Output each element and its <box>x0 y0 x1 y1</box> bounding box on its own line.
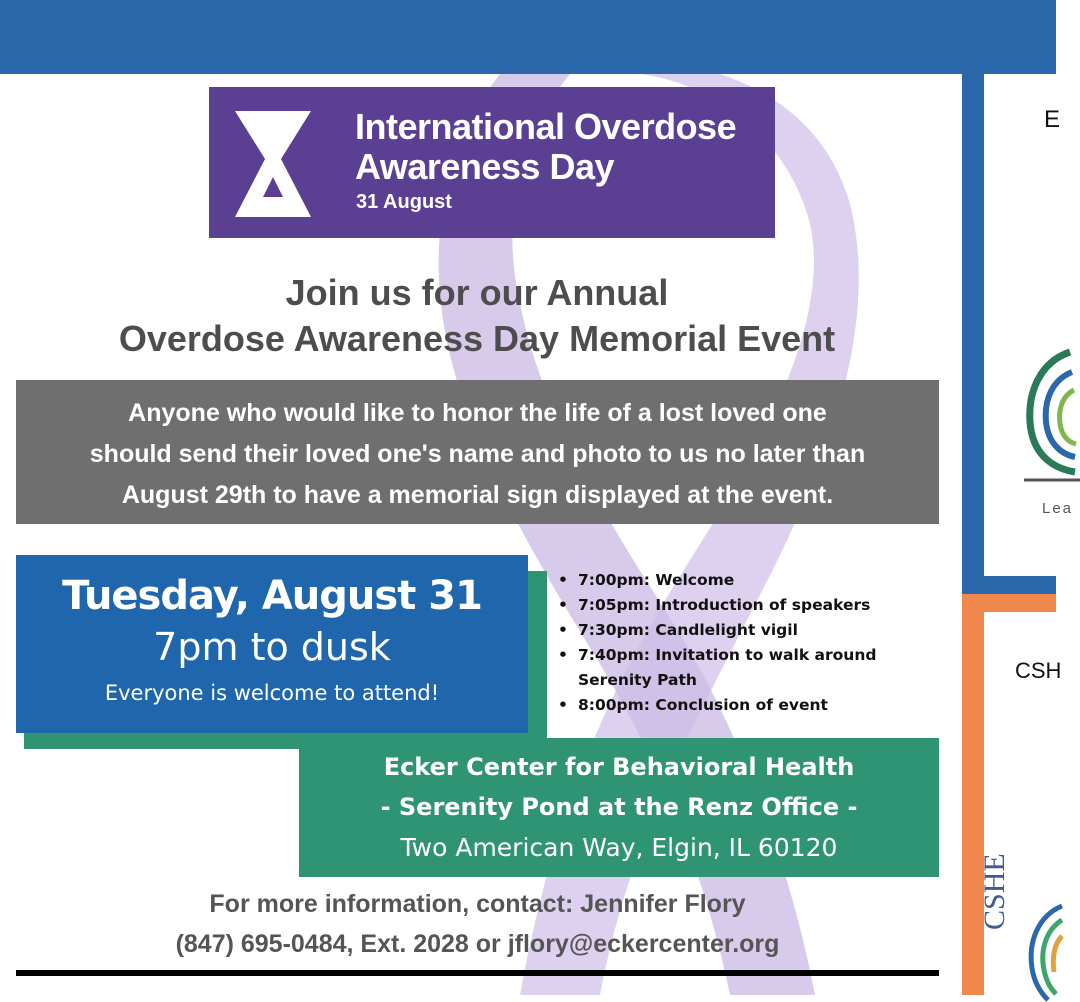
location-site: - Serenity Pond at the Renz Office - <box>380 793 858 821</box>
oiad-title-line1: International Overdose <box>355 106 737 147</box>
notice-line1: Anyone who would like to honor the life of a lost loved one <box>128 399 827 427</box>
schedule-item: • 7:40pm: Invitation to walk around Serenity Path <box>556 643 936 693</box>
side-card-top-content[interactable] <box>984 74 1074 576</box>
leadership-logo-icon <box>1020 342 1080 482</box>
side-card-bottom-heading: CSH <box>1015 658 1062 683</box>
side-card-top-heading: E <box>1044 106 1061 133</box>
location-name: Ecker Center for Behavioral Health <box>383 753 855 781</box>
leadership-logo-text: Lea <box>1042 500 1074 517</box>
cshe-logo-icon <box>1024 902 1064 1002</box>
headline-line1: Join us for our Annual <box>285 272 669 313</box>
top-banner-bar <box>0 0 1056 74</box>
memorial-notice <box>16 380 939 524</box>
side-card-bottom-content[interactable] <box>978 612 1062 995</box>
event-schedule <box>556 568 936 718</box>
location-address: Two American Way, Elgin, IL 60120 <box>400 833 838 862</box>
notice-line2: should send their loved one's name and photo to us no later than <box>89 440 866 468</box>
schedule-item: • 7:30pm: Candlelight vigil <box>556 618 936 643</box>
headline-line2: Overdose Awareness Day Memorial Event <box>118 318 836 359</box>
oiad-title <box>355 107 736 187</box>
schedule-item: • 7:00pm: Welcome <box>556 568 936 593</box>
page-title <box>20 270 934 362</box>
schedule-item: • 8:00pm: Conclusion of event <box>556 693 936 718</box>
event-flyer <box>0 74 962 995</box>
event-location-box <box>299 738 939 877</box>
event-day: Tuesday, August 31 <box>62 573 482 619</box>
side-card-top <box>962 74 1074 594</box>
oiad-banner <box>209 87 775 238</box>
event-date-box <box>16 555 528 733</box>
schedule-item: • 7:05pm: Introduction of speakers <box>556 593 936 618</box>
contact-line2[interactable]: (847) 695-0484, Ext. 2028 or jflory@eckercenter.org <box>175 930 780 958</box>
oiad-title-line2: Awareness Day <box>355 146 614 187</box>
contact-line1: For more information, contact: Jennifer Flory <box>209 890 746 918</box>
cshe-logo-text: CSHE <box>978 853 1011 930</box>
contact-info <box>16 884 939 964</box>
event-note: Everyone is welcome to attend! <box>104 681 440 705</box>
event-time: 7pm to dusk <box>153 625 391 669</box>
side-card-bottom <box>962 594 1062 995</box>
oiad-date: 31 August <box>356 191 452 213</box>
oiad-x-icon <box>223 111 323 217</box>
divider <box>16 970 939 976</box>
notice-line3: August 29th to have a memorial sign displayed at the event. <box>121 481 834 509</box>
